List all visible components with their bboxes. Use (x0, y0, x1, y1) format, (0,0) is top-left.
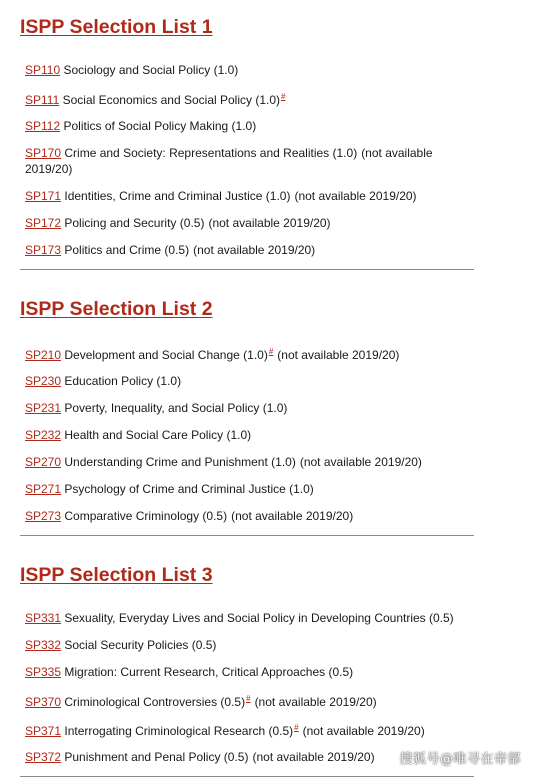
list-item (25, 215, 475, 231)
watermark: 搜狐号@唯寻在帝都 (399, 752, 521, 767)
course-name: Criminological Controversies (0.5) (64, 695, 246, 709)
availability-note: (not available 2019/20) (231, 509, 354, 523)
list-item (25, 720, 475, 739)
availability-note: (not available 2019/20) (25, 146, 433, 176)
course-name: Politics and Crime (0.5) (64, 243, 190, 257)
selection-list-3 (20, 562, 475, 777)
availability-note: (not available 2019/20) (294, 189, 417, 203)
course-name: Interrogating Criminological Research (0.5) (64, 724, 294, 738)
course-code-link[interactable]: SP110 (25, 63, 61, 77)
course-name: Policing and Security (0.5) (64, 216, 205, 230)
list-item (25, 664, 475, 680)
list-item (25, 62, 475, 78)
list-item (25, 118, 475, 134)
section-title: ISPP Selection List 1 (20, 16, 213, 38)
footnote-ref-link[interactable]: # (281, 92, 286, 101)
list-item (25, 89, 475, 108)
course-code-link[interactable]: SP332 (25, 638, 62, 652)
course-name: Punishment and Penal Policy (0.5) (64, 750, 249, 764)
course-code-link[interactable]: SP232 (25, 428, 62, 442)
course-code-link[interactable]: SP270 (25, 455, 62, 469)
course-list (20, 610, 475, 765)
footnote-ref-link[interactable]: # (294, 723, 299, 732)
selection-list-2 (20, 296, 475, 536)
section-divider (20, 535, 474, 536)
course-code-link[interactable]: SP172 (25, 216, 62, 230)
course-code-link[interactable]: SP371 (25, 724, 62, 738)
availability-note: (not available 2019/20) (254, 695, 377, 709)
course-name: Sexuality, Everyday Lives and Social Policy in Developing Countries (0.5) (64, 611, 454, 625)
list-item (25, 242, 475, 258)
course-code-link[interactable]: SP370 (25, 695, 62, 709)
list-item (25, 691, 475, 710)
course-code-link[interactable]: SP273 (25, 509, 62, 523)
course-code-link[interactable]: SP271 (25, 482, 62, 496)
course-code-link[interactable]: SP173 (25, 243, 62, 257)
course-name: Social Economics and Social Policy (1.0) (62, 93, 281, 107)
section-divider (20, 269, 474, 270)
list-item (25, 188, 475, 204)
course-code-link[interactable]: SP231 (25, 401, 62, 415)
course-code-link[interactable]: SP210 (25, 348, 62, 362)
availability-note: (not available 2019/20) (277, 348, 400, 362)
course-list (20, 344, 475, 524)
list-item (25, 145, 475, 177)
list-item (25, 400, 475, 416)
course-code-link[interactable]: SP170 (25, 146, 62, 160)
selection-list-1 (20, 14, 475, 270)
course-name: Social Security Policies (0.5) (64, 638, 217, 652)
list-item (25, 454, 475, 470)
course-name: Sociology and Social Policy (1.0) (63, 63, 239, 77)
course-name: Politics of Social Policy Making (1.0) (63, 119, 257, 133)
course-name: Psychology of Crime and Criminal Justice (1.0) (64, 482, 314, 496)
course-code-link[interactable]: SP331 (25, 611, 62, 625)
course-name: Understanding Crime and Punishment (1.0) (64, 455, 296, 469)
availability-note: (not available 2019/20) (299, 455, 422, 469)
course-name: Health and Social Care Policy (1.0) (64, 428, 252, 442)
course-name: Crime and Society: Representations and Realities (1.0) (64, 146, 358, 160)
course-name: Poverty, Inequality, and Social Policy (1.0) (64, 401, 288, 415)
course-list (20, 62, 475, 258)
section-title: ISPP Selection List 2 (20, 298, 213, 320)
footnote-ref-link[interactable]: # (246, 694, 251, 703)
list-item (25, 481, 475, 497)
course-name: Migration: Current Research, Critical Approaches (0.5) (64, 665, 354, 679)
list-item (25, 344, 475, 363)
availability-note: (not available 2019/20) (302, 724, 425, 738)
list-item (25, 427, 475, 443)
section-title: ISPP Selection List 3 (20, 564, 213, 586)
course-name: Education Policy (1.0) (64, 374, 182, 388)
course-code-link[interactable]: SP111 (25, 93, 60, 107)
course-name: Development and Social Change (1.0) (64, 348, 268, 362)
course-name: Identities, Crime and Criminal Justice (1.0) (64, 189, 291, 203)
availability-note: (not available 2019/20) (252, 750, 375, 764)
list-item (25, 508, 475, 524)
course-code-link[interactable]: SP335 (25, 665, 62, 679)
availability-note: (not available 2019/20) (193, 243, 316, 257)
course-code-link[interactable]: SP112 (25, 119, 61, 133)
course-code-link[interactable]: SP372 (25, 750, 62, 764)
availability-note: (not available 2019/20) (208, 216, 331, 230)
list-item (25, 610, 475, 626)
course-code-link[interactable]: SP171 (25, 189, 62, 203)
list-item (25, 373, 475, 389)
footnote-ref-link[interactable]: # (268, 347, 274, 356)
course-code-link[interactable]: SP230 (25, 374, 62, 388)
list-item (25, 637, 475, 653)
course-name: Comparative Criminology (0.5) (64, 509, 228, 523)
